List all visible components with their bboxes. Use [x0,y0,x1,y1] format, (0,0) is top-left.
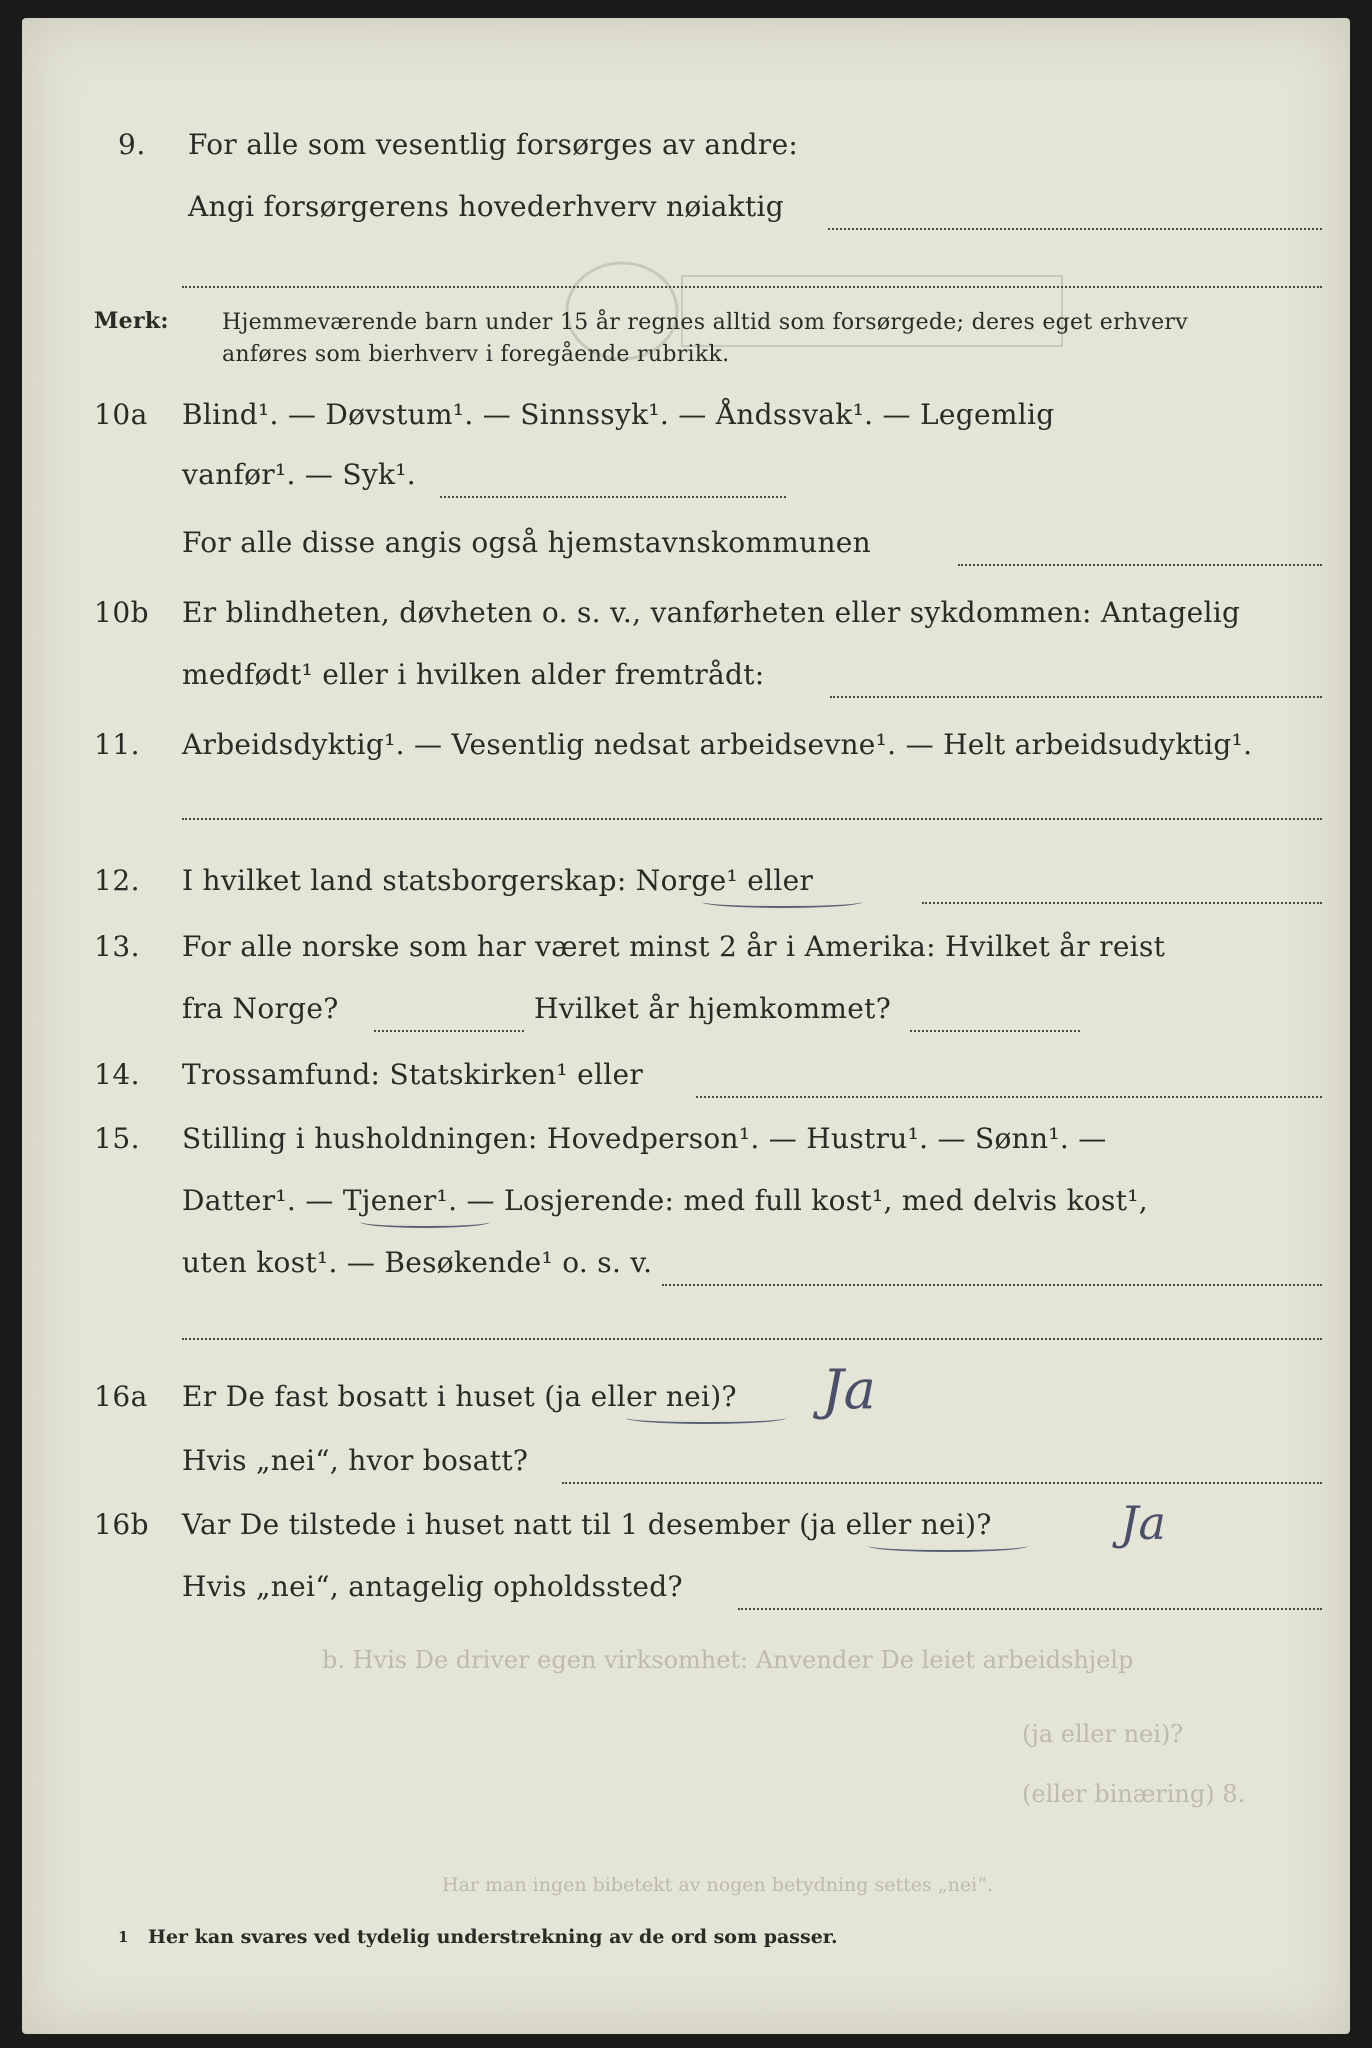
q15-answer-line2[interactable] [182,1338,1322,1340]
q9-answer-line[interactable] [828,228,1322,230]
census-form-page [22,18,1350,2034]
q11-line1: Arbeidsdyktig¹. — Vesentlig nedsat arbeidsevne¹. — Helt arbeidsudyktig¹. [182,728,1253,761]
q15-line2: Datter¹. — Tjener¹. — Losjerende: med full kost¹, med delvis kost¹, [182,1184,1148,1217]
q12-line1: I hvilket land statsborgerskap: Norge¹ eller [182,864,814,897]
bleed-line1: b. Hvis De driver egen virksomhet: Anvender De leiet arbeidshjelp [322,1646,1134,1674]
q12-answer-line[interactable] [922,902,1322,904]
q12-number: 12. [94,864,141,897]
footnote-text: Her kan svares ved tydelig understrekning av de ord som passer. [148,1926,838,1948]
q16b-line1: Var De tilstede i huset natt til 1 desember (ja eller nei)? [182,1508,992,1541]
q15-tjener-underline [360,1216,490,1228]
bleed-line2: (ja eller nei)? [1022,1720,1184,1748]
q16a-line1: Er De fast bosatt i huset (ja eller nei)? [182,1380,737,1413]
q14-number: 14. [94,1058,141,1091]
q16b-number: 16b [94,1508,150,1541]
q13-line1: For alle norske som har været minst 2 år i Amerika: Hvilket år reist [182,930,1166,963]
q10b-answer-line[interactable] [830,696,1322,698]
q15-line3: uten kost¹. — Besøkende¹ o. s. v. [182,1246,653,1279]
q11-number: 11. [94,728,141,761]
q15-line1: Stilling i husholdningen: Hovedperson¹. — Hustru¹. — Sønn¹. — [182,1122,1107,1155]
q15-answer-line[interactable] [662,1284,1322,1286]
merk-label: Merk: [94,308,169,334]
q16b-line2: Hvis „nei“, antagelig opholdssted? [182,1570,683,1603]
q9-line2: Angi forsørgerens hovederhverv nøiaktig [188,190,785,223]
q16a-line2: Hvis „nei“, hvor bosatt? [182,1444,529,1477]
q13-hjemkommet-line[interactable] [910,1030,1080,1032]
bleed-line4: Har man ingen bibetekt av nogen betydning settes „nei“. [442,1874,993,1896]
q10a-number: 10a [94,398,148,431]
q14-line1: Trossamfund: Statskirken¹ eller [182,1058,644,1091]
q13-reist-line[interactable] [374,1030,524,1032]
q10a-line2: vanfør¹. — Syk¹. [182,458,416,491]
q16b-ja-underline [868,1540,1028,1552]
q9-line1: For alle som vesentlig forsørges av andre: [188,128,799,161]
q14-answer-line[interactable] [696,1096,1322,1098]
q10a-kommune-line[interactable] [958,564,1322,566]
merk-line1: Hjemmeværende barn under 15 år regnes alltid som forsørgede; deres eget erhverv [222,310,1188,335]
q13-line2a: fra Norge? [182,992,339,1025]
q10b-line2: medfødt¹ eller i hvilken alder fremtrådt: [182,658,765,691]
q10a-line1: Blind¹. — Døvstum¹. — Sinnssyk¹. — Åndssvak¹. — Legemlig [182,398,1055,431]
q16a-number: 16a [94,1380,148,1413]
q13-number: 13. [94,930,141,963]
footnote-mark: 1 [118,1928,129,1946]
q10a-answer-line[interactable] [440,496,786,498]
q15-number: 15. [94,1122,141,1155]
merk-line2: anføres som bierhverv i foregående rubrikk. [222,342,730,367]
q16a-answer-line[interactable] [562,1482,1322,1484]
q12-norge-underline [702,896,862,908]
q16a-handwritten-answer[interactable]: Ja [822,1358,876,1421]
q13-line2b: Hvilket år hjemkommet? [534,992,892,1025]
q10a-line3: For alle disse angis også hjemstavnskommunen [182,526,871,559]
q9-answer-line2[interactable] [182,286,1322,288]
q16b-answer-line[interactable] [738,1608,1322,1610]
bleed-line3: (eller binæring) 8. [1022,1780,1246,1808]
q9-number: 9. [118,128,146,161]
q10b-number: 10b [94,596,150,629]
q16a-ja-underline [626,1412,786,1424]
q10b-line1: Er blindheten, døvheten o. s. v., vanførheten eller sykdommen: Antagelig [182,596,1241,629]
q16b-handwritten-answer[interactable]: Ja [1120,1496,1166,1550]
q11-answer-line[interactable] [182,818,1322,820]
